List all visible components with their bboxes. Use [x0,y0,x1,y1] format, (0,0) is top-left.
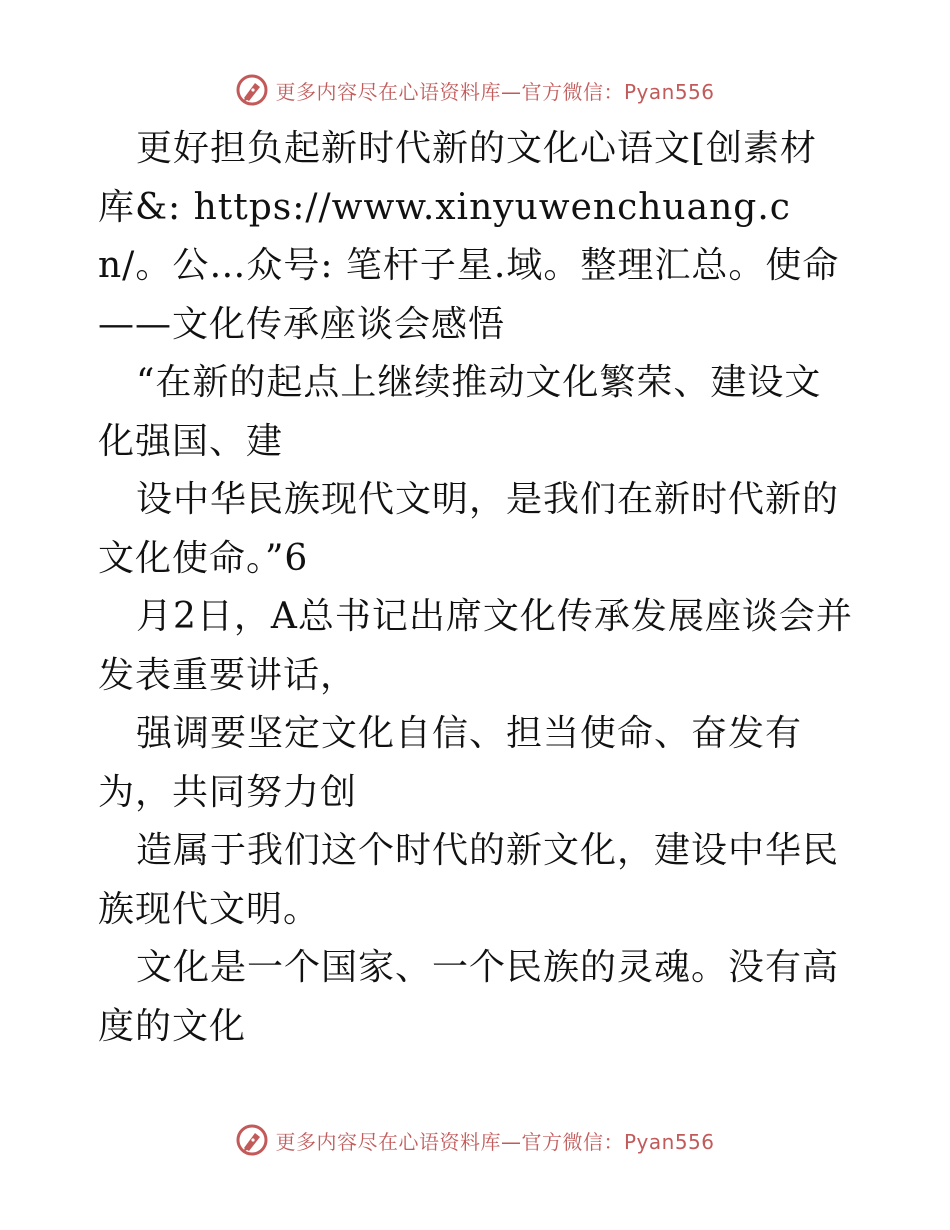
header-watermark-text: 更多内容尽在心语资料库—官方微信：Pyan556 [275,79,715,104]
paragraph: 文化是一个国家、一个民族的灵魂。没有高度的文化 [98,947,840,1047]
header-watermark-banner [0,72,950,108]
footer-watermark-banner [0,1122,950,1158]
footer-watermark-text: 更多内容尽在心语资料库—官方微信：Pyan556 [275,1129,715,1154]
paragraph: “在新的起点上继续推动文化繁荣、建设文化强国、建 [98,362,822,462]
pen-nib-circle-icon [235,73,269,107]
paragraph: 造属于我们这个时代的新文化，建设中华民族现代文明。 [98,830,840,930]
paragraph: 月2日，A总书记出席文化传承发展座谈会并发表重要讲话， [98,596,853,696]
document-body [98,120,853,1056]
paragraph: 更好担负起新时代新的文化心语文[创素材库&: https://www.xinyuwenchuang.cn/。公…众号: 笔杆子星.域。整理汇总。使命——文化传承座谈会感悟 [98,128,840,345]
paragraph: 设中华民族现代文明，是我们在新时代新的文化使命。”6 [98,479,840,579]
paragraph: 强调要坚定文化自信、担当使命、奋发有为，共同努力创 [98,713,803,813]
pen-nib-circle-icon [235,1123,269,1157]
